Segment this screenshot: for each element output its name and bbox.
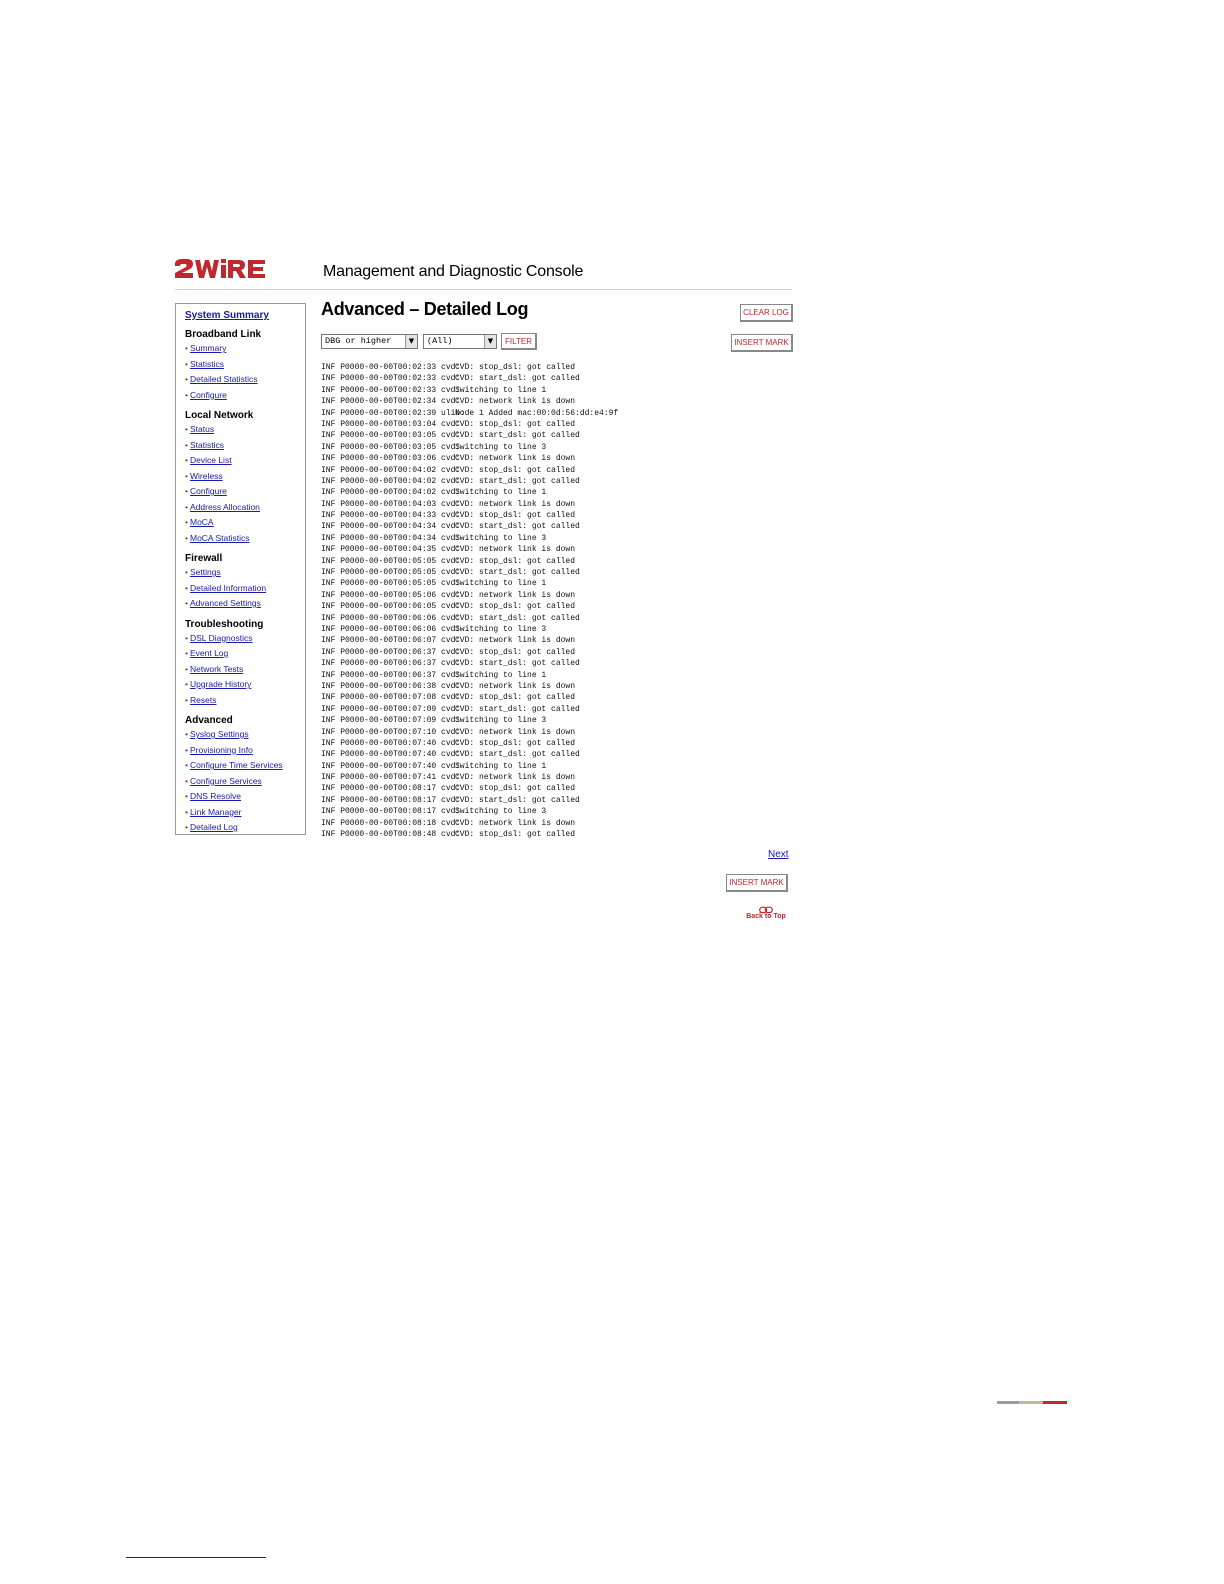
log-entry-source: INF P0000-00-00T00:04:02 cvd:: [321, 465, 461, 475]
log-entry-message: Switching to line 1: [455, 579, 547, 589]
sidebar-section-title: Local Network: [185, 410, 254, 421]
bullet-icon: •: [185, 679, 188, 689]
bullet-icon: •: [185, 806, 188, 817]
log-entry: [321, 499, 618, 510]
sidebar-link[interactable]: Configure: [189, 486, 227, 496]
sidebar-item: [185, 469, 305, 485]
log-entry-source: INF P0000-00-00T00:07:40 cvd:: [321, 761, 461, 771]
log-entry: [321, 738, 618, 749]
bullet-icon: •: [185, 424, 188, 434]
log-entry-source: INF P0000-00-00T00:08:18 cvd:: [321, 818, 461, 828]
sidebar-nav: [175, 303, 306, 835]
bullet-icon: •: [185, 729, 188, 739]
log-entry-message: CVD: network link is down: [455, 397, 576, 407]
sidebar-section-title: Advanced: [185, 715, 233, 726]
sidebar-item: [185, 484, 305, 500]
bullet-icon: •: [185, 455, 188, 465]
log-entry-message: CVD: start_dsl: got called: [455, 374, 580, 384]
sidebar-item: [185, 758, 305, 774]
log-entry-source: INF P0000-00-00T00:02:33 cvd:: [321, 374, 461, 384]
sidebar-link[interactable]: Configure: [189, 389, 227, 400]
sidebar-item: [185, 422, 305, 438]
log-entry-message: CVD: start_dsl: got called: [455, 704, 580, 714]
log-entry-source: INF P0000-00-00T00:02:33 cvd:: [321, 363, 461, 372]
log-entry: [321, 442, 618, 453]
log-entry-message: CVD: network link is down: [455, 499, 576, 509]
sidebar-link[interactable]: Configure Time Services: [189, 760, 283, 770]
log-entry-source: INF P0000-00-00T00:08:17 cvd:: [321, 784, 461, 794]
bullet-icon: •: [185, 343, 188, 353]
log-entry: [321, 647, 618, 658]
bullet-icon: •: [185, 501, 188, 512]
log-entry-message: CVD: stop_dsl: got called: [455, 602, 576, 612]
log-entry: [321, 567, 618, 578]
log-entry-source: INF P0000-00-00T00:02:39 ulib:: [321, 408, 466, 418]
bullet-icon: •: [185, 694, 188, 705]
sidebar-section-list: [185, 341, 305, 403]
log-category-select-value: (All): [427, 336, 453, 346]
sidebar-sections: [185, 329, 305, 836]
log-category-select[interactable]: [423, 334, 497, 349]
log-entry: [321, 453, 618, 464]
log-entry-message: Switching to line 3: [455, 807, 547, 817]
sidebar-link[interactable]: Summary: [189, 343, 227, 353]
log-entry-message: CVD: stop_dsl: got called: [455, 511, 576, 521]
bullet-icon: •: [185, 648, 188, 658]
sidebar-link[interactable]: Statistics: [189, 439, 224, 450]
log-entry-message: CVD: stop_dsl: got called: [455, 738, 576, 748]
bullet-icon: •: [185, 760, 188, 770]
log-entry-source: INF P0000-00-00T00:02:34 cvd:: [321, 397, 461, 407]
log-entry-message: Switching to line 3: [455, 442, 547, 452]
sidebar-item: [185, 743, 305, 759]
log-entry: [321, 601, 618, 612]
log-entry: [321, 465, 618, 476]
log-entry-message: CVD: stop_dsl: got called: [455, 363, 576, 372]
next-page-link[interactable]: Next: [768, 849, 789, 860]
sidebar-link[interactable]: Configure Services: [189, 775, 262, 786]
sidebar-item: [185, 438, 305, 454]
log-entry: [321, 396, 618, 407]
sidebar-link[interactable]: Settings: [189, 567, 221, 577]
detailed-log-list: [321, 362, 618, 840]
chevron-down-icon: ▼: [405, 335, 417, 348]
log-entry-source: INF P0000-00-00T00:07:09 cvd:: [321, 704, 461, 714]
insert-mark-button-top[interactable]: INSERT MARK: [731, 334, 793, 352]
bullet-icon: •: [185, 358, 188, 369]
bullet-icon: •: [185, 582, 188, 593]
log-entry-message: Switching to line 3: [455, 533, 547, 543]
log-entry-source: INF P0000-00-00T00:06:37 cvd:: [321, 647, 461, 657]
footnote-rule: [126, 1557, 266, 1558]
sidebar-link[interactable]: DSL Diagnostics: [189, 632, 253, 643]
log-entry-message: CVD: network link is down: [455, 590, 576, 600]
bullet-icon: •: [185, 470, 188, 481]
log-entry-source: INF P0000-00-00T00:04:33 cvd:: [321, 511, 461, 521]
header-divider: [175, 289, 792, 290]
sidebar-section-list: [185, 422, 305, 546]
log-entry: [321, 578, 618, 589]
log-entry-message: Node 1 Added mac:00:0d:56:dd:e4:9f: [455, 408, 619, 418]
log-entry-source: INF P0000-00-00T00:07:08 cvd:: [321, 693, 461, 703]
log-entry-message: CVD: stop_dsl: got called: [455, 556, 576, 566]
log-entry: [321, 544, 618, 555]
sidebar-link[interactable]: Link Manager: [189, 806, 242, 817]
log-entry-message: CVD: network link is down: [455, 636, 576, 646]
sidebar-link[interactable]: Detailed Statistics: [189, 374, 258, 384]
log-entry-source: INF P0000-00-00T00:03:05 cvd:: [321, 431, 461, 441]
bullet-icon: •: [185, 389, 188, 400]
log-entry: [321, 681, 618, 692]
log-entry-source: INF P0000-00-00T00:07:40 cvd:: [321, 738, 461, 748]
log-entry-message: CVD: start_dsl: got called: [455, 522, 580, 532]
log-entry-source: INF P0000-00-00T00:06:06 cvd:: [321, 613, 461, 623]
log-entry-source: INF P0000-00-00T00:02:33 cvd:: [321, 385, 461, 395]
log-entry: [321, 510, 618, 521]
log-entry-source: INF P0000-00-00T00:07:40 cvd:: [321, 750, 461, 760]
log-entry: [321, 818, 618, 829]
log-entry-source: INF P0000-00-00T00:05:06 cvd:: [321, 590, 461, 600]
sidebar-link[interactable]: Network Tests: [189, 663, 244, 674]
log-entry-source: INF P0000-00-00T00:04:35 cvd:: [321, 545, 461, 555]
log-entry-source: INF P0000-00-00T00:07:09 cvd:: [321, 716, 461, 726]
log-entry-message: CVD: start_dsl: got called: [455, 659, 580, 669]
sidebar-item: [185, 453, 305, 469]
log-entry-source: INF P0000-00-00T00:06:06 cvd:: [321, 624, 461, 634]
log-entry-message: CVD: network link is down: [455, 454, 576, 464]
bullet-icon: •: [185, 663, 188, 674]
sidebar-section-list: [185, 565, 305, 612]
sidebar-item: [185, 531, 305, 547]
bullet-icon: •: [185, 791, 188, 801]
log-entry-message: CVD: stop_dsl: got called: [455, 647, 576, 657]
sidebar-item: [185, 789, 305, 805]
log-level-select-value: DBG or higher: [325, 336, 392, 346]
bullet-icon: •: [185, 822, 188, 832]
sidebar-item: [185, 500, 305, 516]
log-entry: [321, 521, 618, 532]
log-entry: [321, 624, 618, 635]
sidebar-link[interactable]: MoCA Statistics: [189, 532, 250, 543]
log-entry: [321, 635, 618, 646]
log-entry-message: Switching to line 3: [455, 624, 547, 634]
sidebar-section-title: Firewall: [185, 553, 223, 564]
log-entry: [321, 487, 618, 498]
log-entry-message: CVD: network link is down: [455, 681, 576, 691]
log-entry-message: Switching to line 3: [455, 716, 547, 726]
back-to-top-label: Back to Top: [746, 913, 786, 920]
clear-log-button[interactable]: CLEAR LOG: [740, 304, 793, 322]
log-entry-source: INF P0000-00-00T00:08:48 cvd:: [321, 830, 461, 840]
log-entry: [321, 806, 618, 817]
sidebar-item: [185, 357, 305, 373]
log-entry: [321, 670, 618, 681]
sidebar-item: [185, 565, 305, 581]
bullet-icon: •: [185, 517, 188, 527]
log-entry-message: CVD: start_dsl: got called: [455, 476, 580, 486]
log-entry-message: CVD: stop_dsl: got called: [455, 830, 576, 840]
log-entry-source: INF P0000-00-00T00:06:07 cvd:: [321, 636, 461, 646]
log-entry-message: Switching to line 1: [455, 385, 547, 395]
log-entry-source: INF P0000-00-00T00:03:05 cvd:: [321, 442, 461, 452]
2wire-logo: [175, 259, 267, 284]
log-entry-source: INF P0000-00-00T00:08:17 cvd:: [321, 795, 461, 805]
console-title: Management and Diagnostic Console: [323, 263, 584, 280]
sidebar-link[interactable]: Upgrade History: [189, 679, 252, 689]
sidebar-item: [185, 515, 305, 531]
bullet-icon: •: [185, 632, 188, 643]
log-entry-source: INF P0000-00-00T00:04:34 cvd:: [321, 533, 461, 543]
bullet-icon: •: [185, 374, 188, 384]
log-entry-source: INF P0000-00-00T00:03:06 cvd:: [321, 454, 461, 464]
insert-mark-button-bottom[interactable]: INSERT MARK: [726, 874, 788, 892]
sidebar-link-system-summary[interactable]: System Summary: [185, 310, 269, 321]
sidebar-link[interactable]: Wireless: [189, 470, 223, 481]
log-entry-source: INF P0000-00-00T00:05:05 cvd:: [321, 568, 461, 578]
sidebar-link[interactable]: Resets: [189, 694, 217, 705]
chevron-down-icon: ▼: [484, 335, 496, 348]
log-entry-message: CVD: network link is down: [455, 545, 576, 555]
bullet-icon: •: [185, 775, 188, 786]
log-entry-message: CVD: start_dsl: got called: [455, 613, 580, 623]
log-entry: [321, 829, 618, 840]
log-entry: [321, 749, 618, 760]
log-entry-source: INF P0000-00-00T00:07:10 cvd:: [321, 727, 461, 737]
log-entry: [321, 795, 618, 806]
log-entry-message: Switching to line 1: [455, 670, 547, 680]
log-entry-message: CVD: network link is down: [455, 773, 576, 783]
log-entry-source: INF P0000-00-00T00:03:04 cvd:: [321, 419, 461, 429]
log-entry: [321, 533, 618, 544]
sidebar-item: [185, 820, 305, 836]
sidebar-link[interactable]: Event Log: [189, 648, 229, 658]
log-entry-message: CVD: stop_dsl: got called: [455, 693, 576, 703]
sidebar-link[interactable]: Detailed Information: [189, 582, 267, 593]
log-entry-message: CVD: stop_dsl: got called: [455, 419, 576, 429]
2wire-logo-mark: [175, 259, 267, 279]
sidebar-link[interactable]: MoCA: [189, 517, 214, 527]
log-entry: [321, 590, 618, 601]
log-entry: [321, 430, 618, 441]
log-entry-message: CVD: stop_dsl: got called: [455, 784, 576, 794]
sidebar-item: [185, 388, 305, 404]
log-entry-source: INF P0000-00-00T00:04:03 cvd:: [321, 499, 461, 509]
log-entry: [321, 556, 618, 567]
sidebar-item: [185, 662, 305, 678]
log-entry: [321, 362, 618, 373]
log-entry: [321, 408, 618, 419]
sidebar-section-list: [185, 631, 305, 709]
sidebar-link[interactable]: DNS Resolve: [189, 791, 242, 801]
log-entry-source: INF P0000-00-00T00:04:34 cvd:: [321, 522, 461, 532]
bullet-icon: •: [185, 744, 188, 755]
log-entry-message: CVD: stop_dsl: got called: [455, 465, 576, 475]
bullet-icon: •: [185, 486, 188, 496]
log-entry: [321, 772, 618, 783]
sidebar-item: [185, 805, 305, 821]
log-entry-source: INF P0000-00-00T00:04:02 cvd:: [321, 476, 461, 486]
log-entry: [321, 373, 618, 384]
back-to-top-link[interactable]: [743, 906, 789, 920]
page-title: Advanced – Detailed Log: [321, 299, 529, 319]
sidebar-link[interactable]: Syslog Settings: [189, 729, 249, 739]
log-entry-message: CVD: network link is down: [455, 818, 576, 828]
log-entry-source: INF P0000-00-00T00:05:05 cvd:: [321, 579, 461, 589]
bullet-icon: •: [185, 567, 188, 577]
log-entry: [321, 727, 618, 738]
sidebar-item: [185, 372, 305, 388]
log-entry-source: INF P0000-00-00T00:08:17 cvd:: [321, 807, 461, 817]
sidebar-link[interactable]: Advanced Settings: [189, 598, 261, 608]
sidebar-item: [185, 581, 305, 597]
log-entry-source: INF P0000-00-00T00:06:05 cvd:: [321, 602, 461, 612]
log-entry: [321, 715, 618, 726]
sidebar-item: [185, 646, 305, 662]
bullet-icon: •: [185, 532, 188, 543]
log-entry-source: INF P0000-00-00T00:06:38 cvd:: [321, 681, 461, 691]
log-level-select[interactable]: [321, 334, 418, 349]
bullet-icon: •: [185, 598, 188, 608]
log-entry-message: CVD: start_dsl: got called: [455, 568, 580, 578]
log-entry-source: INF P0000-00-00T00:05:05 cvd:: [321, 556, 461, 566]
log-entry: [321, 692, 618, 703]
log-entry: [321, 385, 618, 396]
log-entry-message: CVD: start_dsl: got called: [455, 795, 580, 805]
sidebar-link[interactable]: Status: [189, 424, 215, 434]
log-entry-message: CVD: network link is down: [455, 727, 576, 737]
log-entry: [321, 783, 618, 794]
sidebar-item: [185, 631, 305, 647]
sidebar-section-title: Broadband Link: [185, 329, 262, 340]
log-entry-source: INF P0000-00-00T00:07:41 cvd:: [321, 773, 461, 783]
log-entry-message: CVD: start_dsl: got called: [455, 431, 580, 441]
log-entry: [321, 419, 618, 430]
sidebar-item: [185, 774, 305, 790]
sidebar-item: [185, 677, 305, 693]
filter-button[interactable]: FILTER: [501, 333, 537, 350]
sidebar-section-title: Troubleshooting: [185, 618, 264, 630]
bullet-icon: •: [185, 439, 188, 450]
log-entry-message: CVD: start_dsl: got called: [455, 750, 580, 760]
log-entry: [321, 704, 618, 715]
log-entry-message: Switching to line 1: [455, 761, 547, 771]
sidebar-item: [185, 727, 305, 743]
log-entry: [321, 658, 618, 669]
sidebar-item: [185, 693, 305, 709]
log-entry-source: INF P0000-00-00T00:06:37 cvd:: [321, 670, 461, 680]
log-entry-source: INF P0000-00-00T00:04:02 cvd:: [321, 488, 461, 498]
log-entry-message: Switching to line 1: [455, 488, 547, 498]
log-entry: [321, 476, 618, 487]
sidebar-link[interactable]: Address Allocation: [189, 501, 260, 512]
log-entry-source: INF P0000-00-00T00:06:37 cvd:: [321, 659, 461, 669]
log-entry: [321, 613, 618, 624]
decorative-color-bar: [997, 1401, 1067, 1404]
log-entry: [321, 761, 618, 772]
sidebar-item: [185, 341, 305, 357]
sidebar-link[interactable]: Provisioning Info: [189, 744, 253, 755]
sidebar-link[interactable]: Detailed Log: [189, 822, 238, 832]
sidebar-link[interactable]: Device List: [189, 455, 232, 465]
sidebar-link[interactable]: Statistics: [189, 358, 224, 369]
sidebar-section-list: [185, 727, 305, 836]
sidebar-item: [185, 596, 305, 612]
